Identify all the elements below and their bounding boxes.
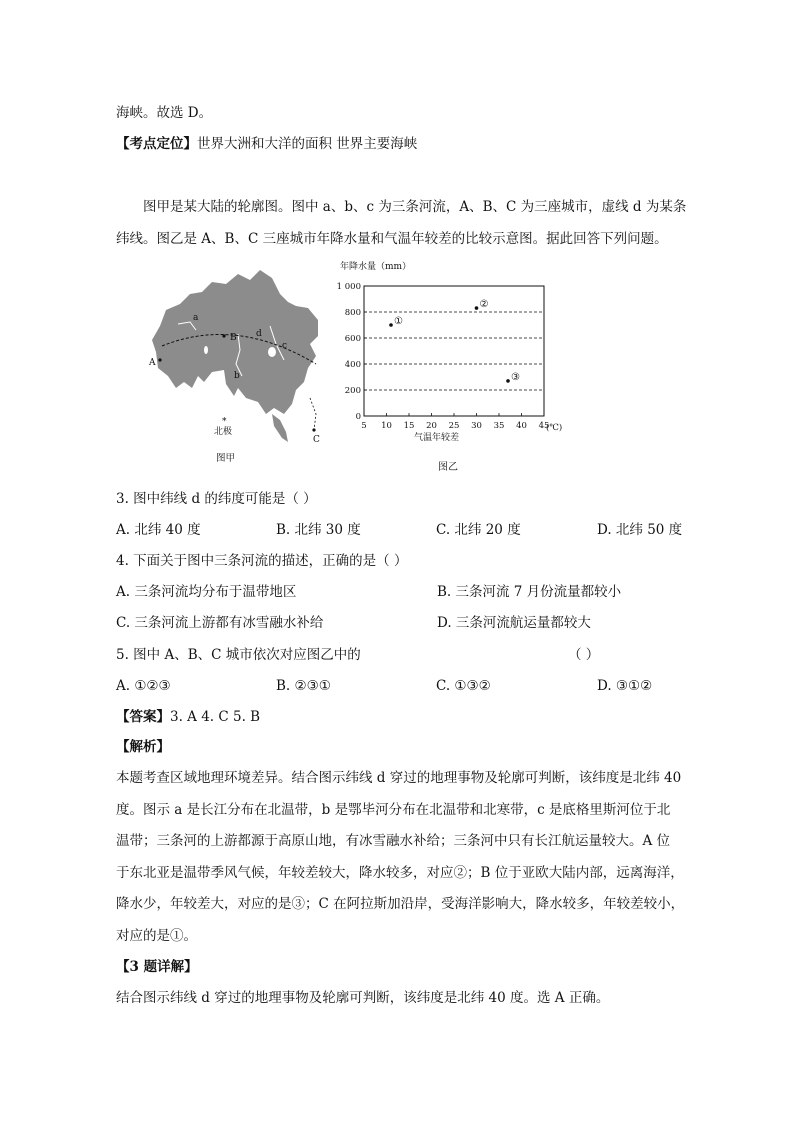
analysis-line-4: 于东北亚是温带季风气候，年较差较大，降水较多，对应②；B 位于亚欧大陆内部，远离海洋， <box>116 865 684 881</box>
analysis-line-3: 温带；三条河的上游都源于高原山地，有冰雪融水补给；三条河中只有长江航运量较大。A 位 <box>116 833 671 849</box>
intro-line-1: 图甲是某大陆的轮廓图。图中 a、b、c 为三条河流，A、B、C 为三座城市，虚线 d 为某条 <box>143 199 687 215</box>
q3-option-d[interactable]: D. 北纬 50 度 <box>597 522 683 538</box>
answer-text: 3. A 4. C 5. B <box>170 709 261 725</box>
data-point <box>389 323 393 327</box>
city-B-dot <box>222 334 225 337</box>
q5-option-a[interactable]: A. ①②③ <box>116 678 171 694</box>
detail-tag: 【3 题详解】 <box>116 959 198 975</box>
analysis-line-5: 降水少，年较差大，对应的是③；C 在阿拉斯加沿岸，受海洋影响大，降水较多，年较差较小， <box>116 896 685 912</box>
analysis-line-1: 本题考查区域地理环境差异。结合图示纬线 d 穿过的地理事物及轮廓可判断，该纬度是北纬 40 <box>116 770 682 786</box>
text-line-continuation: 海峡。故选 D。 <box>116 105 213 121</box>
continent-landmass <box>152 270 318 442</box>
q3-option-c[interactable]: C. 北纬 20 度 <box>436 522 521 538</box>
label-A: A <box>149 358 156 368</box>
answer-line <box>116 707 260 727</box>
detail-text: 结合图示纬线 d 穿过的地理事物及轮廓可判断，该纬度是北纬 40 度。选 A 正确。 <box>116 990 610 1006</box>
north-pole-label: 北极 <box>214 427 233 437</box>
q5-option-c[interactable]: C. ①③② <box>436 678 491 694</box>
x-tick-label: 40 <box>516 421 527 431</box>
label-C: C <box>313 435 320 445</box>
data-point-label: ② <box>479 299 489 311</box>
y-tick-label: 0 <box>355 412 361 422</box>
chart-xlabel: 气温年较差 <box>414 433 460 443</box>
lake <box>268 347 276 357</box>
exam-point-line <box>116 134 417 154</box>
map-figure <box>146 264 332 460</box>
label-c: c <box>282 341 288 351</box>
data-point-label: ③ <box>511 371 520 383</box>
x-tick-label: 20 <box>426 421 437 431</box>
q4-option-a[interactable]: A. 三条河流均分布于温带地区 <box>116 584 297 600</box>
x-tick-label: 30 <box>471 421 482 431</box>
analysis-tag: 【解析】 <box>116 739 170 755</box>
coast-border-line <box>310 398 316 430</box>
scatter-chart <box>334 256 570 446</box>
y-tick-label: 600 <box>344 334 361 344</box>
x-tick-label: 10 <box>381 421 392 431</box>
label-d: d <box>256 329 262 339</box>
y-tick-label: 400 <box>344 360 361 370</box>
exam-point-text: 世界大洲和大洋的面积 世界主要海峡 <box>197 136 418 152</box>
q4-option-d[interactable]: D. 三条河流航运量都较大 <box>437 615 591 631</box>
question-4-stem: 4. 下面关于图中三条河流的描述，正确的是（ ） <box>116 553 408 569</box>
data-point <box>506 379 510 383</box>
x-tick-label: 5 <box>361 421 367 431</box>
chart-ylabel: 年降水量（mm） <box>340 262 412 272</box>
analysis-line-6: 对应的是①。 <box>116 928 197 944</box>
label-b: b <box>234 371 240 381</box>
lake-small <box>204 346 208 354</box>
q4-option-b[interactable]: B. 三条河流 7 月份流量都较小 <box>437 584 622 600</box>
x-tick-label: 35 <box>493 421 505 431</box>
question-3-stem: 3. 图中纬线 d 的纬度可能是（ ） <box>116 491 317 507</box>
y-tick-label: 800 <box>344 308 361 318</box>
data-point-label: ① <box>394 316 403 327</box>
city-C-dot <box>312 428 315 431</box>
map-caption: 图甲 <box>216 453 236 464</box>
y-tick-label: 200 <box>344 386 361 396</box>
city-A-dot <box>158 358 161 361</box>
q5-option-b[interactable]: B. ②③① <box>276 678 331 694</box>
q4-option-c[interactable]: C. 三条河流上游都有冰雪融水补给 <box>116 615 324 631</box>
x-tick-label: 15 <box>403 421 415 431</box>
analysis-line-2: 度。图示 a 是长江分布在北温带，b 是鄂毕河分布在北温带和北寒带，c 是底格里斯河位于北 <box>116 802 671 818</box>
q3-option-b[interactable]: B. 北纬 30 度 <box>276 522 361 538</box>
north-pole-star: * <box>222 417 227 427</box>
answer-tag: 【答案】 <box>116 709 170 725</box>
continent-map <box>146 264 332 460</box>
chart-caption: 图乙 <box>438 462 458 473</box>
x-tick-label: 45 <box>538 421 550 431</box>
q3-option-a[interactable]: A. 北纬 40 度 <box>116 522 201 538</box>
q5-option-d[interactable]: D. ③①② <box>597 678 653 694</box>
question-5-paren: （ ） <box>568 647 600 663</box>
question-5-stem: 5. 图中 A、B、C 城市依次对应图乙中的 <box>116 647 361 663</box>
label-a: a <box>193 313 199 323</box>
label-B: B <box>230 333 237 343</box>
exam-point-tag: 【考点定位】 <box>116 136 197 152</box>
y-tick-label: 1 000 <box>336 282 361 292</box>
scatter-chart-figure <box>334 256 570 446</box>
intro-line-2: 纬线。图乙是 A、B、C 三座城市年降水量和气温年较差的比较示意图。据此回答下列问题。 <box>116 231 668 247</box>
data-point <box>475 306 479 310</box>
x-tick-label: 25 <box>448 421 460 431</box>
chart-frame <box>364 286 544 416</box>
chart-xunit: (℃) <box>546 423 563 433</box>
